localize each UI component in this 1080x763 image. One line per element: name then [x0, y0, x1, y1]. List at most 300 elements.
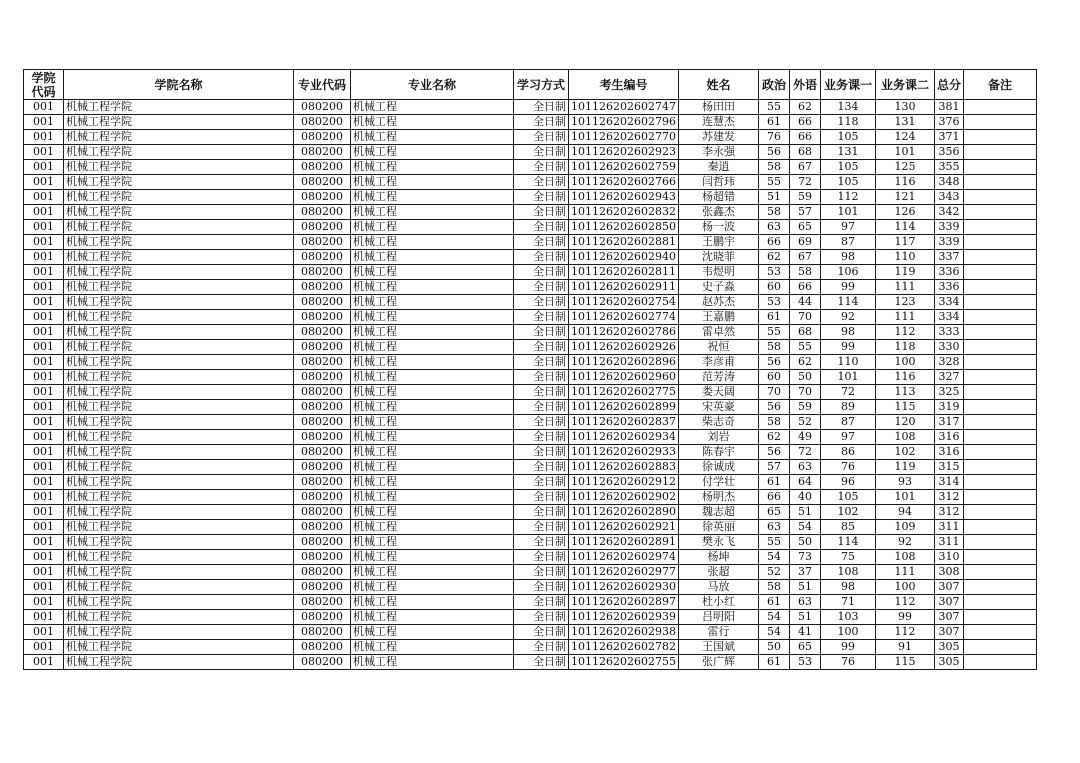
- subject-two-score-cell: 91: [875, 640, 934, 655]
- college-code-cell: 001: [24, 640, 64, 655]
- subject-two-score-cell: 94: [875, 505, 934, 520]
- major-name-cell: 机械工程: [351, 205, 514, 220]
- college-code-cell: 001: [24, 415, 64, 430]
- remarks-cell: [963, 580, 1036, 595]
- student-name-cell: 柴志奇: [678, 415, 758, 430]
- major-name-cell: 机械工程: [351, 460, 514, 475]
- candidate-id-cell: 101126202602766: [569, 175, 679, 190]
- college-code-cell: 001: [24, 625, 64, 640]
- subject-two-score-cell: 113: [875, 385, 934, 400]
- politics-score-cell: 56: [758, 355, 789, 370]
- politics-score-cell: 61: [758, 115, 789, 130]
- study-mode-cell: 全日制: [514, 415, 569, 430]
- subject-one-score-cell: 71: [820, 595, 875, 610]
- college-code-cell: 001: [24, 295, 64, 310]
- student-name-cell: 祝恒: [678, 340, 758, 355]
- total-score-cell: 307: [934, 610, 963, 625]
- table-row: [24, 145, 1037, 160]
- header-foreign-language: 外语: [789, 70, 820, 100]
- header-name: 姓名: [678, 70, 758, 100]
- student-name-cell: 史子淼: [678, 280, 758, 295]
- politics-score-cell: 54: [758, 550, 789, 565]
- total-score-cell: 312: [934, 505, 963, 520]
- foreign-language-score-cell: 44: [789, 295, 820, 310]
- politics-score-cell: 57: [758, 460, 789, 475]
- total-score-cell: 316: [934, 445, 963, 460]
- total-score-cell: 312: [934, 490, 963, 505]
- remarks-cell: [963, 310, 1036, 325]
- student-name-cell: 雷卓然: [678, 325, 758, 340]
- student-name-cell: 秦逍: [678, 160, 758, 175]
- foreign-language-score-cell: 51: [789, 505, 820, 520]
- subject-one-score-cell: 108: [820, 565, 875, 580]
- study-mode-cell: 全日制: [514, 550, 569, 565]
- study-mode-cell: 全日制: [514, 295, 569, 310]
- major-name-cell: 机械工程: [351, 220, 514, 235]
- subject-two-score-cell: 110: [875, 250, 934, 265]
- foreign-language-score-cell: 51: [789, 580, 820, 595]
- student-name-cell: 魏志超: [678, 505, 758, 520]
- subject-one-score-cell: 99: [820, 340, 875, 355]
- major-code-cell: 080200: [294, 445, 351, 460]
- remarks-cell: [963, 355, 1036, 370]
- major-code-cell: 080200: [294, 490, 351, 505]
- student-name-cell: 付学壮: [678, 475, 758, 490]
- subject-one-score-cell: 98: [820, 580, 875, 595]
- major-code-cell: 080200: [294, 355, 351, 370]
- remarks-cell: [963, 115, 1036, 130]
- major-name-cell: 机械工程: [351, 265, 514, 280]
- foreign-language-score-cell: 67: [789, 250, 820, 265]
- subject-one-score-cell: 99: [820, 640, 875, 655]
- subject-one-score-cell: 114: [820, 295, 875, 310]
- total-score-cell: 305: [934, 640, 963, 655]
- total-score-cell: 343: [934, 190, 963, 205]
- major-name-cell: 机械工程: [351, 580, 514, 595]
- politics-score-cell: 66: [758, 490, 789, 505]
- politics-score-cell: 53: [758, 295, 789, 310]
- foreign-language-score-cell: 65: [789, 220, 820, 235]
- candidate-id-cell: 101126202602759: [569, 160, 679, 175]
- major-name-cell: 机械工程: [351, 505, 514, 520]
- college-code-cell: 001: [24, 115, 64, 130]
- subject-two-score-cell: 130: [875, 100, 934, 115]
- candidate-id-cell: 101126202602747: [569, 100, 679, 115]
- politics-score-cell: 61: [758, 655, 789, 670]
- total-score-cell: 311: [934, 520, 963, 535]
- total-score-cell: 339: [934, 220, 963, 235]
- subject-one-score-cell: 105: [820, 130, 875, 145]
- college-code-cell: 001: [24, 100, 64, 115]
- subject-two-score-cell: 119: [875, 460, 934, 475]
- college-name-cell: 机械工程学院: [64, 265, 294, 280]
- major-code-cell: 080200: [294, 115, 351, 130]
- major-code-cell: 080200: [294, 400, 351, 415]
- table-row: [24, 415, 1037, 430]
- student-name-cell: 杨坤: [678, 550, 758, 565]
- politics-score-cell: 58: [758, 580, 789, 595]
- candidate-id-cell: 101126202602899: [569, 400, 679, 415]
- subject-two-score-cell: 111: [875, 280, 934, 295]
- table-row: [24, 115, 1037, 130]
- college-name-cell: 机械工程学院: [64, 400, 294, 415]
- college-name-cell: 机械工程学院: [64, 430, 294, 445]
- major-name-cell: 机械工程: [351, 190, 514, 205]
- remarks-cell: [963, 175, 1036, 190]
- major-code-cell: 080200: [294, 385, 351, 400]
- student-name-cell: 徐英丽: [678, 520, 758, 535]
- remarks-cell: [963, 100, 1036, 115]
- study-mode-cell: 全日制: [514, 130, 569, 145]
- table-row: [24, 130, 1037, 145]
- total-score-cell: 381: [934, 100, 963, 115]
- subject-two-score-cell: 119: [875, 265, 934, 280]
- table-row: [24, 370, 1037, 385]
- major-code-cell: 080200: [294, 460, 351, 475]
- major-name-cell: 机械工程: [351, 565, 514, 580]
- remarks-cell: [963, 430, 1036, 445]
- candidate-id-cell: 101126202602960: [569, 370, 679, 385]
- major-name-cell: 机械工程: [351, 535, 514, 550]
- college-name-cell: 机械工程学院: [64, 595, 294, 610]
- college-code-cell: 001: [24, 445, 64, 460]
- foreign-language-score-cell: 54: [789, 520, 820, 535]
- politics-score-cell: 52: [758, 565, 789, 580]
- subject-one-score-cell: 106: [820, 265, 875, 280]
- candidate-id-cell: 101126202602775: [569, 385, 679, 400]
- major-code-cell: 080200: [294, 565, 351, 580]
- total-score-cell: 310: [934, 550, 963, 565]
- candidate-id-cell: 101126202602940: [569, 250, 679, 265]
- remarks-cell: [963, 235, 1036, 250]
- table-row: [24, 235, 1037, 250]
- subject-one-score-cell: 76: [820, 655, 875, 670]
- major-code-cell: 080200: [294, 310, 351, 325]
- college-code-cell: 001: [24, 370, 64, 385]
- major-name-cell: 机械工程: [351, 355, 514, 370]
- subject-one-score-cell: 72: [820, 385, 875, 400]
- study-mode-cell: 全日制: [514, 235, 569, 250]
- subject-one-score-cell: 87: [820, 415, 875, 430]
- major-code-cell: 080200: [294, 100, 351, 115]
- subject-two-score-cell: 108: [875, 430, 934, 445]
- politics-score-cell: 61: [758, 310, 789, 325]
- college-name-cell: 机械工程学院: [64, 130, 294, 145]
- subject-one-score-cell: 98: [820, 325, 875, 340]
- college-code-cell: 001: [24, 175, 64, 190]
- foreign-language-score-cell: 72: [789, 445, 820, 460]
- candidate-id-cell: 101126202602883: [569, 460, 679, 475]
- study-mode-cell: 全日制: [514, 175, 569, 190]
- college-name-cell: 机械工程学院: [64, 295, 294, 310]
- foreign-language-score-cell: 50: [789, 370, 820, 385]
- foreign-language-score-cell: 72: [789, 175, 820, 190]
- table-row: [24, 460, 1037, 475]
- major-name-cell: 机械工程: [351, 160, 514, 175]
- politics-score-cell: 56: [758, 445, 789, 460]
- politics-score-cell: 62: [758, 250, 789, 265]
- subject-two-score-cell: 121: [875, 190, 934, 205]
- subject-two-score-cell: 112: [875, 625, 934, 640]
- subject-one-score-cell: 87: [820, 235, 875, 250]
- college-code-cell: 001: [24, 550, 64, 565]
- study-mode-cell: 全日制: [514, 625, 569, 640]
- table-row: [24, 610, 1037, 625]
- total-score-cell: 355: [934, 160, 963, 175]
- major-name-cell: 机械工程: [351, 610, 514, 625]
- table-row: [24, 655, 1037, 670]
- header-study-mode: 学习方式: [514, 70, 569, 100]
- table-row: [24, 265, 1037, 280]
- foreign-language-score-cell: 50: [789, 535, 820, 550]
- study-mode-cell: 全日制: [514, 355, 569, 370]
- subject-two-score-cell: 109: [875, 520, 934, 535]
- remarks-cell: [963, 445, 1036, 460]
- major-name-cell: 机械工程: [351, 415, 514, 430]
- candidate-id-cell: 101126202602837: [569, 415, 679, 430]
- header-subject-one: 业务课一: [820, 70, 875, 100]
- college-code-cell: 001: [24, 340, 64, 355]
- college-name-cell: 机械工程学院: [64, 640, 294, 655]
- college-code-cell: 001: [24, 385, 64, 400]
- major-code-cell: 080200: [294, 640, 351, 655]
- foreign-language-score-cell: 63: [789, 460, 820, 475]
- student-name-cell: 王国斌: [678, 640, 758, 655]
- subject-two-score-cell: 100: [875, 580, 934, 595]
- table-row: [24, 490, 1037, 505]
- student-name-cell: 宋英豪: [678, 400, 758, 415]
- table-row: [24, 565, 1037, 580]
- subject-one-score-cell: 114: [820, 535, 875, 550]
- table-row: [24, 550, 1037, 565]
- foreign-language-score-cell: 68: [789, 145, 820, 160]
- remarks-cell: [963, 520, 1036, 535]
- total-score-cell: 308: [934, 565, 963, 580]
- study-mode-cell: 全日制: [514, 445, 569, 460]
- table-row: [24, 250, 1037, 265]
- candidate-id-cell: 101126202602850: [569, 220, 679, 235]
- student-name-cell: 马放: [678, 580, 758, 595]
- college-code-cell: 001: [24, 460, 64, 475]
- table-row: [24, 625, 1037, 640]
- subject-two-score-cell: 101: [875, 145, 934, 160]
- foreign-language-score-cell: 70: [789, 385, 820, 400]
- candidate-id-cell: 101126202602811: [569, 265, 679, 280]
- major-code-cell: 080200: [294, 505, 351, 520]
- remarks-cell: [963, 400, 1036, 415]
- remarks-cell: [963, 160, 1036, 175]
- college-code-cell: 001: [24, 580, 64, 595]
- candidate-id-cell: 101126202602939: [569, 610, 679, 625]
- college-name-cell: 机械工程学院: [64, 145, 294, 160]
- subject-one-score-cell: 99: [820, 280, 875, 295]
- foreign-language-score-cell: 68: [789, 325, 820, 340]
- major-name-cell: 机械工程: [351, 340, 514, 355]
- study-mode-cell: 全日制: [514, 505, 569, 520]
- candidate-id-cell: 101126202602923: [569, 145, 679, 160]
- table-row: [24, 340, 1037, 355]
- politics-score-cell: 54: [758, 610, 789, 625]
- remarks-cell: [963, 370, 1036, 385]
- table-row: [24, 595, 1037, 610]
- table-row: [24, 520, 1037, 535]
- politics-score-cell: 56: [758, 400, 789, 415]
- total-score-cell: 376: [934, 115, 963, 130]
- college-code-cell: 001: [24, 400, 64, 415]
- study-mode-cell: 全日制: [514, 475, 569, 490]
- table-row: [24, 190, 1037, 205]
- table-row: [24, 355, 1037, 370]
- remarks-cell: [963, 190, 1036, 205]
- total-score-cell: 337: [934, 250, 963, 265]
- college-name-cell: 机械工程学院: [64, 310, 294, 325]
- candidate-id-cell: 101126202602933: [569, 445, 679, 460]
- study-mode-cell: 全日制: [514, 145, 569, 160]
- remarks-cell: [963, 385, 1036, 400]
- remarks-cell: [963, 535, 1036, 550]
- remarks-cell: [963, 280, 1036, 295]
- subject-two-score-cell: 112: [875, 595, 934, 610]
- major-name-cell: 机械工程: [351, 235, 514, 250]
- study-mode-cell: 全日制: [514, 490, 569, 505]
- subject-two-score-cell: 116: [875, 175, 934, 190]
- major-code-cell: 080200: [294, 175, 351, 190]
- header-subject-two: 业务课二: [875, 70, 934, 100]
- subject-two-score-cell: 115: [875, 655, 934, 670]
- student-name-cell: 吕明阳: [678, 610, 758, 625]
- remarks-cell: [963, 205, 1036, 220]
- politics-score-cell: 55: [758, 100, 789, 115]
- study-mode-cell: 全日制: [514, 340, 569, 355]
- college-code-cell: 001: [24, 325, 64, 340]
- college-name-cell: 机械工程学院: [64, 475, 294, 490]
- major-name-cell: 机械工程: [351, 100, 514, 115]
- candidate-id-cell: 101126202602926: [569, 340, 679, 355]
- subject-one-score-cell: 98: [820, 250, 875, 265]
- subject-two-score-cell: 120: [875, 415, 934, 430]
- study-mode-cell: 全日制: [514, 100, 569, 115]
- table-row: [24, 100, 1037, 115]
- total-score-cell: 336: [934, 265, 963, 280]
- politics-score-cell: 66: [758, 235, 789, 250]
- college-code-cell: 001: [24, 310, 64, 325]
- foreign-language-score-cell: 55: [789, 340, 820, 355]
- study-mode-cell: 全日制: [514, 115, 569, 130]
- college-name-cell: 机械工程学院: [64, 610, 294, 625]
- table-row: [24, 475, 1037, 490]
- total-score-cell: 307: [934, 595, 963, 610]
- candidate-id-cell: 101126202602896: [569, 355, 679, 370]
- major-code-cell: 080200: [294, 625, 351, 640]
- major-code-cell: 080200: [294, 250, 351, 265]
- subject-one-score-cell: 102: [820, 505, 875, 520]
- total-score-cell: 333: [934, 325, 963, 340]
- candidate-id-cell: 101126202602921: [569, 520, 679, 535]
- table-row: [24, 160, 1037, 175]
- remarks-cell: [963, 610, 1036, 625]
- major-name-cell: 机械工程: [351, 520, 514, 535]
- politics-score-cell: 58: [758, 415, 789, 430]
- header-total: 总分: [934, 70, 963, 100]
- college-code-cell: 001: [24, 430, 64, 445]
- study-mode-cell: 全日制: [514, 280, 569, 295]
- table-row: [24, 535, 1037, 550]
- college-code-cell: 001: [24, 355, 64, 370]
- college-name-cell: 机械工程学院: [64, 625, 294, 640]
- remarks-cell: [963, 595, 1036, 610]
- remarks-cell: [963, 460, 1036, 475]
- student-name-cell: 娄天阔: [678, 385, 758, 400]
- student-name-cell: 李永强: [678, 145, 758, 160]
- major-code-cell: 080200: [294, 595, 351, 610]
- student-name-cell: 陈春宇: [678, 445, 758, 460]
- student-name-cell: 王嘉鹏: [678, 310, 758, 325]
- remarks-cell: [963, 625, 1036, 640]
- college-name-cell: 机械工程学院: [64, 445, 294, 460]
- study-mode-cell: 全日制: [514, 610, 569, 625]
- major-name-cell: 机械工程: [351, 130, 514, 145]
- remarks-cell: [963, 505, 1036, 520]
- total-score-cell: 317: [934, 415, 963, 430]
- candidate-id-cell: 101126202602938: [569, 625, 679, 640]
- remarks-cell: [963, 220, 1036, 235]
- subject-two-score-cell: 108: [875, 550, 934, 565]
- total-score-cell: 371: [934, 130, 963, 145]
- major-code-cell: 080200: [294, 220, 351, 235]
- remarks-cell: [963, 475, 1036, 490]
- table-row: [24, 295, 1037, 310]
- header-politics: 政治: [758, 70, 789, 100]
- remarks-cell: [963, 340, 1036, 355]
- study-mode-cell: 全日制: [514, 565, 569, 580]
- major-code-cell: 080200: [294, 160, 351, 175]
- candidate-id-cell: 101126202602911: [569, 280, 679, 295]
- college-code-cell: 001: [24, 535, 64, 550]
- study-mode-cell: 全日制: [514, 385, 569, 400]
- total-score-cell: 325: [934, 385, 963, 400]
- table-row: [24, 175, 1037, 190]
- major-name-cell: 机械工程: [351, 115, 514, 130]
- foreign-language-score-cell: 65: [789, 640, 820, 655]
- subject-one-score-cell: 85: [820, 520, 875, 535]
- foreign-language-score-cell: 41: [789, 625, 820, 640]
- major-code-cell: 080200: [294, 280, 351, 295]
- major-code-cell: 080200: [294, 415, 351, 430]
- college-name-cell: 机械工程学院: [64, 220, 294, 235]
- subject-two-score-cell: 118: [875, 340, 934, 355]
- student-name-cell: 苏建发: [678, 130, 758, 145]
- table-row: [24, 310, 1037, 325]
- politics-score-cell: 56: [758, 145, 789, 160]
- table-row: [24, 220, 1037, 235]
- student-name-cell: 沈晓菲: [678, 250, 758, 265]
- remarks-cell: [963, 640, 1036, 655]
- major-code-cell: 080200: [294, 430, 351, 445]
- study-mode-cell: 全日制: [514, 595, 569, 610]
- major-name-cell: 机械工程: [351, 310, 514, 325]
- foreign-language-score-cell: 49: [789, 430, 820, 445]
- student-name-cell: 张超: [678, 565, 758, 580]
- remarks-cell: [963, 565, 1036, 580]
- college-code-cell: 001: [24, 280, 64, 295]
- college-name-cell: 机械工程学院: [64, 535, 294, 550]
- study-mode-cell: 全日制: [514, 310, 569, 325]
- major-name-cell: 机械工程: [351, 595, 514, 610]
- subject-one-score-cell: 105: [820, 490, 875, 505]
- major-code-cell: 080200: [294, 205, 351, 220]
- header-major-code: 专业代码: [294, 70, 351, 100]
- subject-one-score-cell: 112: [820, 190, 875, 205]
